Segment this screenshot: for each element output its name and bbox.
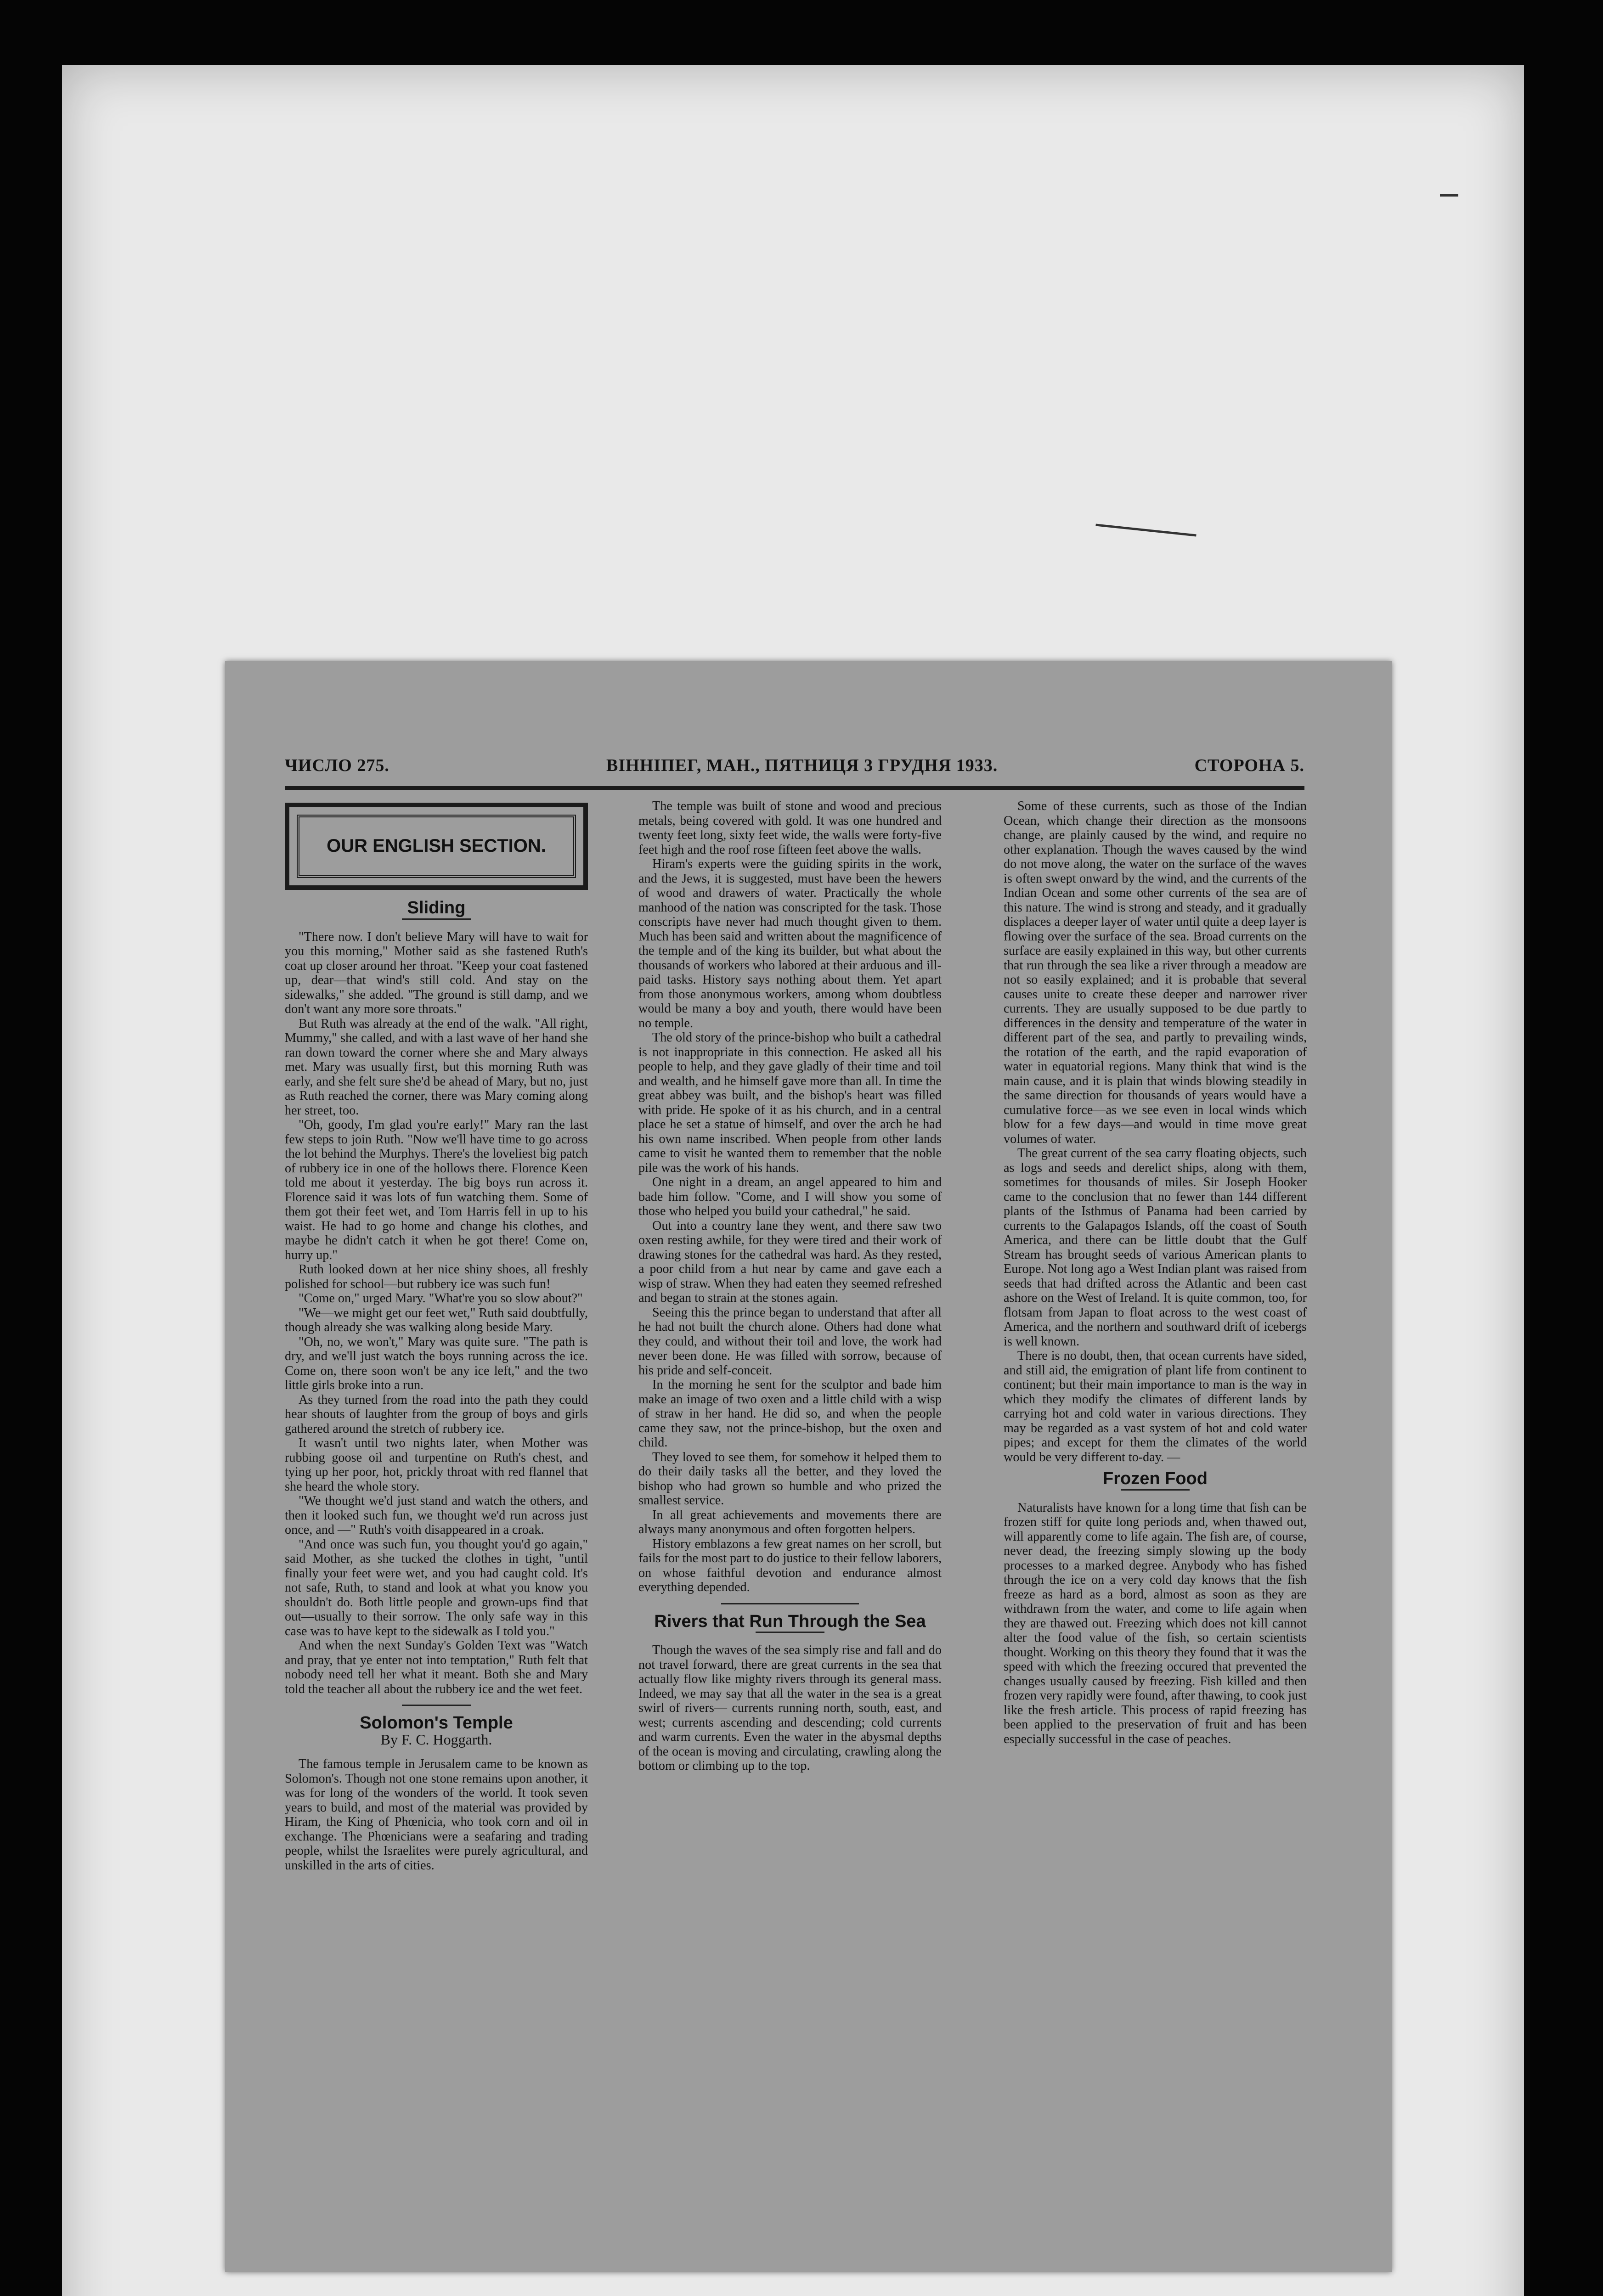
paragraph: And when the next Sunday's Golden Text was "Watch and pray, that ye enter not into temptation," Ruth felt that nobody need tell her what it meant. Both she and Mary told the teacher all about the rubbery ice and the wet feet. — [285, 1638, 588, 1696]
title-rule — [1121, 1489, 1190, 1491]
article-divider — [721, 1603, 859, 1604]
article-title: Solomon's Temple — [360, 1713, 513, 1733]
paragraph: "Oh, no, we won't," Mary was quite sure. "The path is dry, and we'll just watch the boys running across the ice. Come on, there soon won't be any ice left," and the two little girls broke into a run. — [285, 1334, 588, 1392]
paragraph: The famous temple in Jerusalem came to be known as Solomon's. Though not one stone remains upon another, it was for long of the wonders of the world. It took seven years to build, and most of the material was provided by Hiram, the King of Phœnicia, who took corn and oil in exchange. The Phœnicians were a seafaring and trading people, whilst the Israelites were purely agricultural, and unskilled in the arts of cities. — [285, 1757, 588, 1873]
paragraph: The temple was built of stone and wood and precious metals, being covered with gold. It was one hundred and twenty feet long, sixty feet wide, the walls were forty-five feet high and the roof rose fifteen feet above the walls. — [638, 799, 942, 857]
paragraph: Seeing this the prince began to understand that after all he had not built the church alone. Others had done what they could, and without their toil and love, the work had never been done. He was filled with sorrow, because of his pride and self-conceit. — [638, 1305, 942, 1378]
paragraph: "Come on," urged Mary. "What're you so slow about?" — [299, 1291, 583, 1306]
film-scratch — [1440, 194, 1458, 197]
paragraph: One night in a dream, an angel appeared to him and bade him follow. "Come, and I will show you some of those who helped you build your cathedral," he said. — [638, 1175, 942, 1218]
paragraph: It wasn't until two nights later, when Mother was rubbing goose oil and turpentine on Ruth's chest, and tying up her poor, hot, prickly throat with red flannel that she heard the whole story. — [285, 1436, 588, 1494]
film-scratch — [1095, 524, 1196, 537]
paragraph: "We thought we'd just stand and watch the others, and then it looked such fun, we thought we'd run across just once, and —" Ruth's voith disappeared in a croak. — [285, 1494, 588, 1537]
title-rule — [402, 918, 471, 920]
paragraph: Out into a country lane they went, and there saw two oxen resting awhile, for they were tired and their work of drawing stones for the cathedral was hard. As they rested, a poor child from a hut near by came and gave each a wisp of straw. When they had eaten they seemed refreshed and began to strain at the stones again. — [638, 1218, 942, 1305]
paragraph: The old story of the prince-bishop who built a cathedral is not inappropriate in this connection. He asked all his people to help, and they gave gladly of their time and toil and wealth, and he himself gave more than all. In time the great abbey was built, and the bishop's heart was filled with pride. He spoke of it as his church, and in a central place he set a statue of himself, and over the arch he had his own name inscribed. When people from other lands came to visit he wanted them to remember that the noble pile was the work of his hands. — [638, 1030, 942, 1175]
paragraph: History emblazons a few great names on her scroll, but fails for the most part to do justice to their fellow laborers, on whose faithful devotion and endurance almost everything depended. — [638, 1536, 942, 1594]
page-number: СТОРОНА 5. — [1194, 756, 1304, 775]
article-title: Frozen Food — [1103, 1469, 1208, 1488]
article-title: Rivers that Run Through the Sea — [654, 1611, 926, 1631]
paragraph: In the morning he sent for the sculptor and bade him make an image of two oxen and a little child with a wisp of straw in her hand. He did so, and when the people came they saw, not the prince-bishop, but the oxen and child. — [638, 1378, 942, 1450]
paragraph: "And once was such fun, you thought you'd go again," said Mother, as she tucked the clothes in tight, "until finally your feet were wet, and you had caught cold. It's not safe, Ruth, to stand and look at what you know you shouldn't do. Both little people and grown-ups find that out—usually to their sorrow. The only safe way in this case was to have kept to the sidewalk as I told you." — [285, 1537, 588, 1638]
paragraph: Naturalists have known for a long time that fish can be frozen stiff for quite long periods and, when thawed out, will apparently come to life again. The fish are, of course, never dead, the freezing simply slowing up the body processes to a marked degree. Anybody who has fished through the ice on a very cold day knows that the fish freeze as hard as a bord, almost as soon as they are withdrawn from the water, and come to life again when they are thawed out. Freezing which does not kill cannot alter the food value of the fish, so certain scientists thought. Working on this theory they found that it was the speed with which the freezing occured that prevented the changes usually caused by freezing. Fish killed and then frozen very rapidly were found, after thawing, to cook just like the fresh article. This process of rapid freezing has been applied to the preservation of fruit and has been especially successful in the case of peaches. — [1004, 1500, 1307, 1746]
paragraph: In all great achievements and movements there are always many anonymous and often forgotten helpers. — [638, 1508, 942, 1536]
paragraph: Hiram's experts were the guiding spirits in the work, and the Jews, it is suggested, must have been the hewers of wood and drawers of water. Practically the whole manhood of the nation was conscripted for the task. Those conscripts have never had much thought given to them. Much has been said and written about the magnificence of the temple and of the king its builder, but what about the thousands of workers who labored at their arduous and ill-paid tasks. History says nothing about them. Yet apart from those anonymous workers, among whom doubtless would be many a boy and youth, there would have been no temple. — [638, 857, 942, 1030]
issue-number: ЧИСЛО 275. — [285, 756, 389, 775]
column-3 — [1004, 799, 1307, 2241]
paragraph: "Oh, goody, I'm glad you're early!" Mary ran the last few steps to join Ruth. "Now we'll have time to go across the lot behind the Murphys. There's the loveliest big patch of rubbery ice in one of the hollows there. Florence Keen told me about it yesterday. The big boys run across it. Florence said it was lots of fun watching them. Some of them got their feet wet, and Tom Harris fell in up to his waist. He had to go home and change his clothes, and maybe he didn't catch it when he got there! Come on, hurry up." — [285, 1118, 588, 1262]
paragraph: Ruth looked down at her nice shiny shoes, all freshly polished for school—but rubbery ice was such fun! — [285, 1262, 588, 1291]
column-1 — [285, 799, 588, 2241]
header-rule — [285, 786, 1304, 790]
paragraph: The great current of the sea carry floating objects, such as logs and seeds and derelict ships, along with them, sometimes for thousands of miles. Sir Joseph Hooker came to the conclusion that no fewer than 144 different plants of the Isthmus of Panama had been carried by currents to the Galapagos Islands, off the coast of South America, and there can be little doubt that the Gulf Stream has brought seeds of various American plants to Europe. Not long ago a West Indian plant was raised from seeds that had drifted across the Atlantic and been cast ashore on the West of Ireland. It is quite common, too, for flotsam from Japan to float across to the west coast of America, and the northern and southward drift of icebergs is well known. — [1004, 1146, 1307, 1349]
newspaper-page — [225, 661, 1392, 2272]
paragraph: They loved to see them, for somehow it helped them to do their daily tasks all the better, and they loved the bishop who had grown so humble and who prized the smallest service. — [638, 1450, 942, 1508]
section-title-box — [285, 803, 588, 890]
paragraph: There is no doubt, then, that ocean currents have sided, and still aid, the emigration of plant life from continent to continent; but their main importance to man is the way in which they modify the climates of different lands by carrying hot and cold water in various directions. They may be regarded as a vast system of hot and cold water pipes; and except for them the climates of the world would be very different to-day. — — [1004, 1349, 1307, 1464]
paragraph: But Ruth was already at the end of the walk. "All right, Mummy," she called, and with a last wave of her hand she ran down toward the corner where she and Mary always met. Mary was usually first, but this morning Ruth was early, and she felt sure she'd be ahead of Mary, but no, just as Ruth reached the corner, there was Mary coming along her street, too. — [285, 1016, 588, 1118]
dateline: ВІННІПЕГ, МАН., ПЯТНИЦЯ 3 ГРУДНЯ 1933. — [606, 756, 998, 775]
title-rule — [756, 1632, 824, 1633]
paragraph: "We—we might get our feet wet," Ruth said doubtfully, though already she was walking along beside Mary. — [285, 1306, 588, 1334]
page-header — [285, 755, 1304, 783]
paragraph: As they turned from the road into the path they could hear shouts of laughter from the group of boys and girls gathered around the stretch of rubbery ice. — [285, 1392, 588, 1436]
paragraph: Some of these currents, such as those of the Indian Ocean, which change their direction as the monsoons change, are plainly caused by the wind, and require no other explanation. Though the waves caused by the wind do not move along, the water on the surface of the waves is often swept onward by the wind, and the currents of the Indian Ocean and some other currents of the sea are of this nature. The wind is strong and steady, and it gradually displaces a deeper layer of water until quite a deep layer is flowing over the surface of the sea. Broad currents on the surface are easily explained in this way, but other currents that run through the sea like a river through a meadow are not so easily explained; and it is probable that several causes unite to create these deeper and narrower river currents. They are usually supposed to be due partly to differences in the density and temperature of the water in different part of the sea, and partly to prevailing winds, the rotation of the earth, and the rapid evaporation of water in equatorial regions. Many think that wind is the main cause, and it is plain that winds blowing steadily in the same direction for thousands of years would have a cumulative force—as we see even in local winds which blow for a few days—and would in time move great volumes of water. — [1004, 799, 1307, 1146]
article-divider — [402, 1705, 471, 1706]
paragraph: Though the waves of the sea simply rise and fall and do not travel forward, there are great currents in the sea that actually flow like mighty rivers through its general mass. Indeed, we may say that all the water in the sea is a great swirl of rivers— currents running north, south, east, and west; currents ascending and descending; cold currents and warm currents. Even the water in the abysmal depths of the ocean is moving and circulating, crawling along the bottom or climbing up to the top. — [638, 1643, 942, 1773]
section-title: OUR ENGLISH SECTION. — [297, 815, 576, 878]
byline: By F. C. Hoggarth. — [380, 1731, 492, 1748]
paragraph: "There now. I don't believe Mary will have to wait for you this morning," Mother said as she fastened Ruth's coat up closer around her throat. "Keep your coat fastened up, dear—that wind's still cold. And stay on the sidewalks," she added. "The ground is still damp, and we don't want any more sore throats." — [285, 929, 588, 1016]
column-2 — [638, 799, 942, 2241]
article-title: Sliding — [407, 898, 466, 917]
